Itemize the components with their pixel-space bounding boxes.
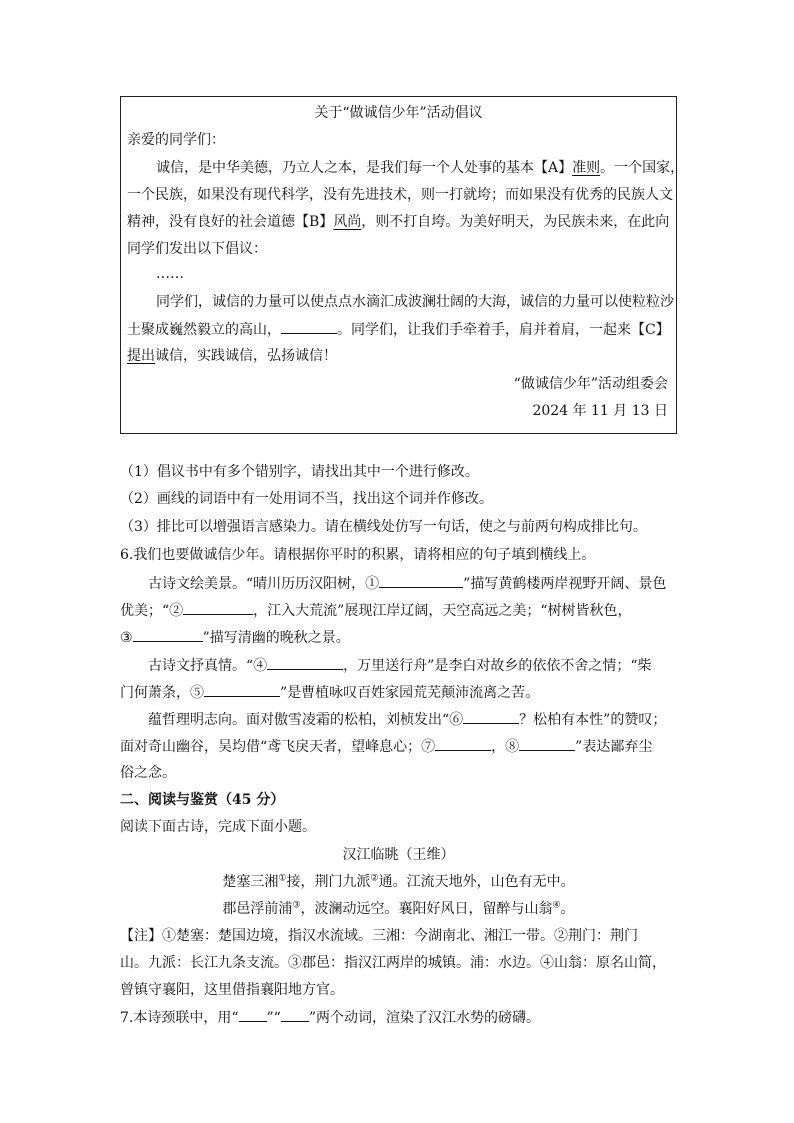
q6-line3 — [120, 627, 350, 648]
q6-text: ，江入大荒流”展现江岸辽阔，天空高远之美；“树树皆秋色， — [253, 603, 632, 619]
q6-text: ，⑧ — [491, 739, 520, 755]
q7-text: 7.本诗颈联中，用“ — [120, 1010, 239, 1026]
q6-line6 — [148, 709, 666, 730]
footnote-mark: ② — [370, 873, 379, 884]
q6-text: ③ — [120, 630, 133, 646]
proposal-date: 2024 年 11 月 13 日 — [532, 403, 668, 419]
proposal-ellipsis: …… — [156, 266, 184, 282]
q6-text: 面对奇山幽谷，吴均借“鸢飞戾天者，望峰息心；⑦ — [120, 739, 436, 755]
proposal-text: 。一个国家， — [600, 160, 685, 176]
footnote-mark: ① — [278, 873, 287, 884]
underlined-word-b: 风尚 — [333, 214, 362, 230]
q6-text: ”是曹植咏叹百姓家园荒芜颠沛流离之苦。 — [280, 685, 540, 701]
underlined-word-a: 准则 — [572, 160, 601, 176]
question-6: 6.我们也要做诚信少年。请根据你平时的积累，请将相应的句子填到横线上。 — [120, 547, 596, 563]
fill-blank-q7-1[interactable] — [239, 1007, 267, 1022]
poem-text: 。 — [560, 901, 575, 917]
proposal-p1-line2: 一个民族，如果没有现代科学，没有先进技术，则一打就垮；而如果没有优秀的民族人文 — [127, 187, 673, 203]
poem-line-1 — [120, 872, 677, 892]
q6-line5 — [120, 682, 539, 703]
poem-text: 郡邑浮前浦 — [222, 901, 293, 917]
note-line-2: 山。九派：长江九条支流。③郡邑：指汉江两岸的城镇。浦：水边。④山翁：原名山简， — [120, 955, 666, 971]
proposal-title: 关于“做诚信少年”活动倡议 — [314, 105, 483, 121]
question-2: （2）画线的词语中有一处用词不当，找出这个词并作修改。 — [120, 491, 493, 507]
q6-text: ，万里送行舟”是李白对故乡的依依不舍之情；“柴 — [343, 658, 652, 674]
fill-blank-2[interactable] — [183, 600, 253, 615]
footnote-mark: ④ — [552, 900, 561, 911]
note-line-1: 【注】①楚塞：楚国边境，指汉水流域。三湘：今湖南北、湘江一带。②荆门：荆门 — [120, 928, 638, 944]
q6-line8: 俗之念。 — [120, 765, 176, 781]
proposal-p2-line3 — [127, 346, 337, 366]
poem-text: 楚塞三湘 — [222, 874, 279, 890]
fill-blank-5[interactable] — [204, 682, 280, 697]
question-3: （3）排比可以增强语言感染力。请在横线处仿写一句话，使之与前两句构成排比句。 — [120, 519, 647, 535]
fill-blank-7[interactable] — [435, 736, 491, 751]
fill-blank[interactable] — [281, 319, 337, 334]
poem-title: 汉江临眺（王维） — [342, 847, 455, 863]
question-1: （1）倡议书中有多个错别字，请找出其中一个进行修改。 — [120, 464, 479, 480]
footnote-mark: ③ — [292, 900, 301, 911]
q6-text: ”描写清幽的晚秋之景。 — [202, 630, 350, 646]
q6-text: ”表达鄙弃尘 — [575, 739, 653, 755]
q6-text: 古诗文绘美景。“晴川历历汉阳树，① — [148, 576, 380, 592]
section-2-heading: 二、阅读与鉴赏（45 分） — [120, 792, 285, 808]
note-line-3: 曾镇守襄阳，这里借指襄阳地方官。 — [120, 982, 344, 998]
q6-text: ？松柏有本性”的赞叹； — [519, 712, 667, 728]
q6-line1 — [148, 573, 666, 594]
q6-text: 优美；“② — [120, 603, 184, 619]
proposal-text: 诚信，是中华美德，乃立人之本，是我们每一个人处事的基本【A】 — [156, 160, 573, 176]
underlined-word-c: 提出 — [127, 348, 155, 364]
proposal-p1-line3 — [127, 212, 669, 232]
q6-text: 门何萧条，⑤ — [120, 685, 204, 701]
proposal-text: 。同学们，让我们手牵着手，肩并着肩，一起来【C】 — [337, 322, 670, 338]
q6-text: ”描写黄鹤楼两岸视野开阔、景色 — [463, 576, 667, 592]
poem-line-2 — [120, 899, 677, 919]
question-7 — [120, 1007, 540, 1028]
proposal-text: 精神，没有良好的社会道德【B】 — [127, 214, 334, 230]
proposal-text: 土聚成巍然毅立的高山， — [127, 322, 281, 338]
poem-text: 通。江流天地外，山色有无中。 — [378, 874, 575, 890]
fill-blank-q7-2[interactable] — [281, 1007, 309, 1022]
fill-blank-8[interactable] — [519, 736, 575, 751]
fill-blank-6[interactable] — [463, 709, 519, 724]
proposal-greeting: 亲爱的同学们： — [127, 132, 225, 148]
poem-text: 接，荆门九派 — [286, 874, 371, 890]
poem-text: ，波澜动远空。襄阳好风日，留醉与山翁 — [300, 901, 553, 917]
fill-blank-1[interactable] — [379, 573, 463, 588]
proposal-p1-line4: 同学们发出以下倡议： — [127, 241, 267, 257]
section-2-intro: 阅读下面古诗，完成下面小题。 — [120, 819, 316, 835]
proposal-text: 诚信，实践诚信，弘扬诚信！ — [155, 348, 337, 364]
q7-text: ”两个动词，渲染了汉江水势的磅礴。 — [308, 1010, 540, 1026]
q6-text: 古诗文抒真情。“④ — [148, 658, 268, 674]
q6-text: 蕴哲理明志向。面对傲雪凌霜的松柏，刘桢发出“⑥ — [148, 712, 464, 728]
fill-blank-4[interactable] — [267, 655, 343, 670]
proposal-p1-line1 — [156, 158, 684, 178]
proposal-p2-line1: 同学们，诚信的力量可以使点点水滴汇成波澜壮阔的大海，诚信的力量可以使粒粒沙 — [156, 294, 674, 310]
proposal-p2-line2 — [127, 319, 670, 340]
q6-line2 — [120, 600, 632, 621]
proposal-signature: “做诚信少年”活动组委会 — [513, 376, 668, 392]
q6-line7 — [120, 736, 652, 757]
q6-line4 — [148, 655, 652, 676]
q7-text: ”“ — [266, 1010, 281, 1026]
fill-blank-3[interactable] — [133, 627, 203, 642]
proposal-text: ，则不打自垮。为美好明天，为民族未来，在此向 — [361, 214, 670, 230]
